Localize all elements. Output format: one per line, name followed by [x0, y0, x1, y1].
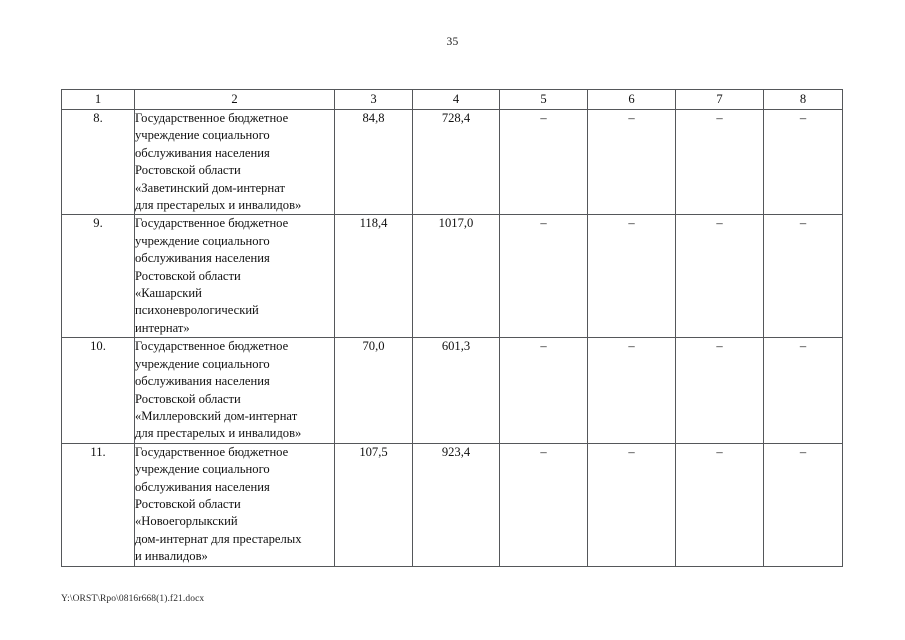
value-col8: – [764, 443, 843, 566]
table-row [62, 338, 843, 443]
institution-name-line: Государственное бюджетное [135, 216, 289, 231]
column-number-2: 2 [135, 90, 335, 110]
value-col6: – [588, 338, 676, 443]
institution-name-line: Ростовской области [135, 391, 241, 406]
value-col5: – [500, 443, 588, 566]
column-number-1: 1 [62, 90, 135, 110]
value-col4: 728,4 [413, 110, 500, 215]
institution-name-line: учреждение социального [135, 356, 270, 371]
value-col8: – [764, 110, 843, 215]
institution-name-line: обслуживания населения [135, 374, 270, 389]
value-col4: 923,4 [413, 443, 500, 566]
column-number-3: 3 [335, 90, 413, 110]
row-number: 9. [62, 215, 135, 338]
value-col7: – [676, 338, 764, 443]
institution-name-line: обслуживания населения [135, 479, 270, 494]
row-number: 11. [62, 443, 135, 566]
institution-name-line: учреждение социального [135, 128, 270, 143]
column-number-4: 4 [413, 90, 500, 110]
institution-name [135, 110, 335, 215]
institution-name-line: и инвалидов» [135, 549, 208, 564]
value-col8: – [764, 338, 843, 443]
institution-name-line: психоневрологический [135, 303, 259, 318]
column-number-8: 8 [764, 90, 843, 110]
value-col6: – [588, 110, 676, 215]
institution-name-line: обслуживания населения [135, 251, 270, 266]
institution-name-line: учреждение социального [135, 462, 270, 477]
institution-name-line: Государственное бюджетное [135, 339, 289, 354]
institution-name-line: для престарелых и инвалидов» [135, 198, 302, 213]
institution-name-line: Государственное бюджетное [135, 111, 289, 125]
institution-name-line: Ростовской области [135, 163, 241, 178]
value-col3: 84,8 [335, 110, 413, 215]
institution-name [135, 215, 335, 338]
row-number: 10. [62, 338, 135, 443]
institution-name-line: дом-интернат для престарелых [135, 531, 302, 546]
table-row [62, 215, 843, 338]
value-col3: 107,5 [335, 443, 413, 566]
institution-name-line: Государственное бюджетное [135, 444, 289, 459]
value-col6: – [588, 443, 676, 566]
row-number: 8. [62, 110, 135, 215]
value-col3: 70,0 [335, 338, 413, 443]
value-col6: – [588, 215, 676, 338]
institution-name-line: «Кашарский [135, 286, 202, 301]
institution-name [135, 443, 335, 566]
institution-name-line: Ростовской области [135, 268, 241, 283]
value-col4: 1017,0 [413, 215, 500, 338]
column-number-7: 7 [676, 90, 764, 110]
institution-name-line: Ростовской области [135, 496, 241, 511]
value-col7: – [676, 110, 764, 215]
table-row [62, 110, 843, 215]
institution-name-line: обслуживания населения [135, 145, 270, 160]
institution-name [135, 338, 335, 443]
value-col5: – [500, 338, 588, 443]
value-col5: – [500, 110, 588, 215]
institutions-table-container [61, 89, 842, 567]
page-number: 35 [446, 36, 459, 48]
institution-name-line: учреждение социального [135, 233, 270, 248]
column-number-row [62, 90, 843, 110]
table-row [62, 443, 843, 566]
institution-name-line: «Новоегорлыкский [135, 514, 238, 529]
value-col3: 118,4 [335, 215, 413, 338]
value-col8: – [764, 215, 843, 338]
value-col7: – [676, 215, 764, 338]
column-number-6: 6 [588, 90, 676, 110]
institutions-table [61, 89, 843, 567]
column-number-5: 5 [500, 90, 588, 110]
institution-name-line: интернат» [135, 320, 190, 335]
value-col4: 601,3 [413, 338, 500, 443]
institution-name-line: «Заветинский дом-интернат [135, 180, 285, 195]
value-col7: – [676, 443, 764, 566]
institution-name-line: для престарелых и инвалидов» [135, 426, 302, 441]
institution-name-line: «Миллеровский дом-интернат [135, 408, 298, 423]
footer-file-path: Y:\ORST\Rpo\0816r668(1).f21.docx [61, 594, 205, 604]
value-col5: – [500, 215, 588, 338]
